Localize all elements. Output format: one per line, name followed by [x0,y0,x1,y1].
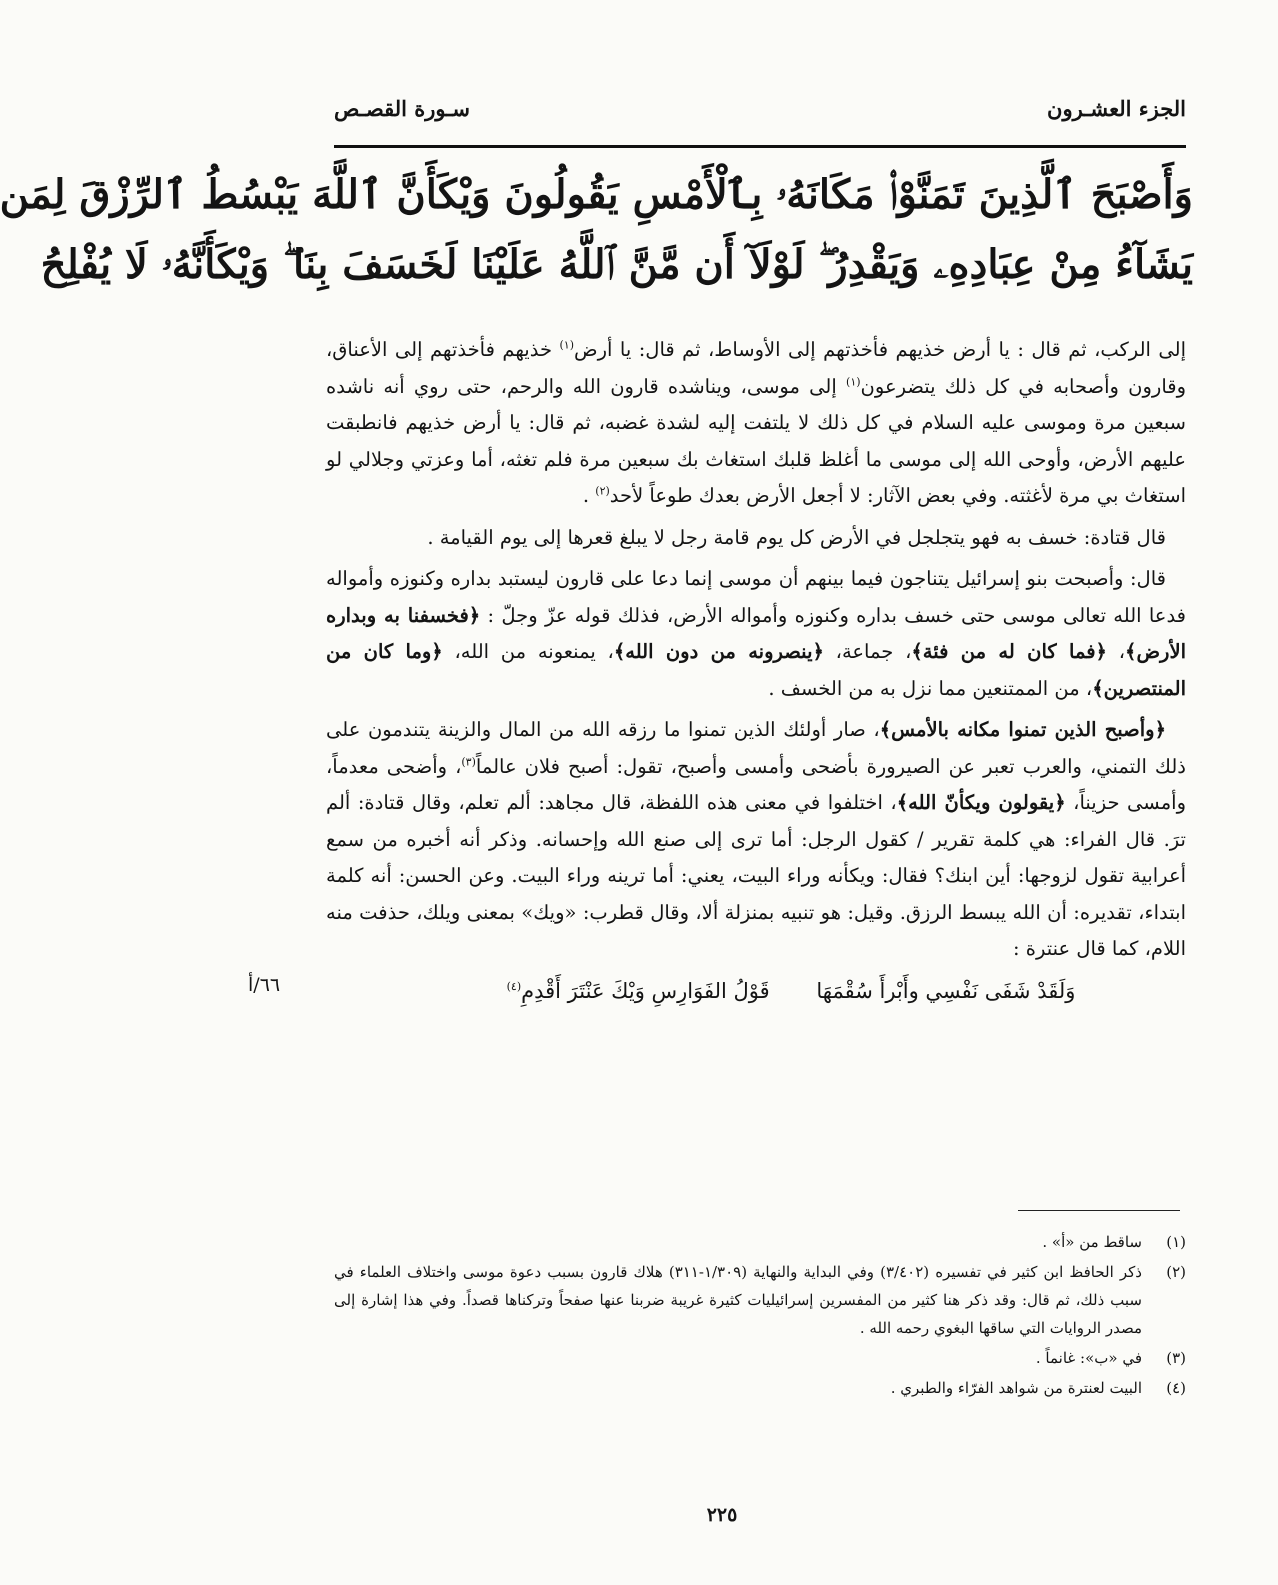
text-run: خذيهم فأخذتهم إلى الأعناق، وقارون وأصحابه في كل ذلك يتضرعون [326,338,1187,398]
part-header: الجزء العشـرون [1047,96,1186,121]
text-run: قال: وأصبحت بنو إسرائيل يتناجون فيما بينهم أن موسى إنما دعا على قارون ليستبد بداره وكنوزه وأمواله فدعا الله تعالى موسى حتى خسف بداره وكنوزه وأمواله الأرض، فذلك قوله عزّ وجلّ : [326,567,1186,627]
quran-line-2: يَشَآءُ مِنْ عِبَادِهِۦ وَيَقْدِرُ ۖ لَوْلَآ أَن مَّنَّ ٱللَّهُ عَلَيْنَا لَخَسَفَ بِنَا ۖ وَيْكَأَنَّهُۥ لَا يُفْلِحُ [40,241,1193,288]
footnote-number: (٣) [1166,1349,1186,1367]
footnote-text: ذكر الحافظ ابن كثير في تفسيره (٣/٤٠٢) وفي البداية والنهاية (١/٣٠٩-٣١١) هلاك قارون بسبب دعوة موسى واختلاف العلماء في سبب ذلك، ثم قال: وقد ذكر هنا كثير من المفسرين إسرائيليات كثيرة غريبة ضربنا عنها صفحاً وتركناها قصداً. وفي هذا إشارة إلى مصدر الروايات التي ساقها البغوي رحمه الله . [334,1263,1142,1337]
header-rule [334,145,1186,148]
text-run: ، صار أولئك الذين تمنوا ما رزقه الله من المال والزينة يتندمون على ذلك التمني، والعرب تعبر عن الصيرورة بأضحى وأمسى وأصبح، تقول: أصبح فلان عالماً [326,718,1186,778]
footnote-ref: (٤) [506,979,522,993]
footnote-ref: (٣) [461,755,476,768]
surah-header: سـورة القصـص [334,96,470,121]
text-run: ، جماعة، [835,640,912,663]
quran-line-1: وَأَصْبَحَ ٱلَّذِينَ تَمَنَّوْا۟ مَكَانَهُۥ بِٱلْأَمْسِ يَقُولُونَ وَيْكَأَنَّ ٱللَّهَ يَبْسُطُ ٱلرِّزْقَ لِمَن [0,171,1193,218]
footnote-number: (١) [1166,1233,1186,1251]
footnote-text: البيت لعنترة من شواهد الفرّاء والطبري . [890,1379,1142,1397]
footnote-ref: (٢) [595,484,610,498]
poetry-verse [326,973,1186,1010]
text-run: ، اختلفوا في معنى هذه اللفظة، قال مجاهد: ألم تعلم، وقال قتادة: ألم ترَ. قال الفراء: هي كلمة تقرير / كقول الرجل: أما ترى إلى صنع الله وإحسانه. وذكر أنه أخبره من سمع أعرابية تقول لزوجها: أين ابنك؟ فقال: ويكأنه وراء البيت، يعني: أما ترينه وراء البيت. وعن الحسن: أنه كلمة ابتداء، تقديره: أن الله يبسط الرزق. وقيل: هو تنبيه بمنزلة ألا، وقال قطرب: «ويك» بمعنى ويلك، حذفت منه اللام، كما قال عنترة : [326,791,1186,960]
hemistich-1: وَلَقَدْ شَفَى نَفْسِي وأَبْرأَ سُقْمَهَا [816,978,1076,1003]
paragraph-2: قال قتادة: خسف به فهو يتجلجل في الأرض كل يوم قامة رجل لا يبلغ قعرها إلى يوم القيامة . [427,525,1166,549]
quoted-verse: ﴿وما كان من المنتصرين﴾ [326,640,1186,700]
paragraph-3 [326,561,1186,707]
text-run: إلى الركب، ثم قال : يا أرض خذيهم فأخذتهم إلى الأوساط، ثم قال: يا أرض [574,338,1186,361]
footnote [334,1228,1186,1256]
commentary-body [326,332,1186,1009]
text-run: إلى موسى، ويناشده قارون الله والرحم، حتى روي أنه ناشده سبعين مرة وموسى عليه السلام في كل ذلك لا يلتفت إليه لشدة غضبه، ثم قال: يا أرض خذيهم فانطبقت عليهم الأرض، وأوحى الله إلى موسى ما أغلظ قلبك استغاث بك سبعين مرة فلم تغثه، أما وعزتي وجلالي لو استغاث بي مرة لأغثته. وفي بعض الآثار: لا أجعل الأرض بعدك طوعاً لأحد [326,374,1186,507]
footnote-ref: (١) [559,338,575,352]
quoted-verse: ﴿فخسفنا به وبداره الأرض﴾ [326,603,1186,663]
footnote-number: (٤) [1166,1379,1186,1397]
quoted-verse: ﴿ينصرونه من دون الله﴾ [613,640,824,663]
text-run: . [582,484,590,507]
footnote-number: (٢) [1166,1263,1186,1281]
text-run: ، [1118,640,1126,663]
paragraph-4 [326,712,1186,968]
footnote-rule [1018,1210,1180,1211]
quoted-verse: ﴿وأصبح الذين تمنوا مكانه بالأمس﴾ [879,718,1166,741]
footnote-text: ساقط من «أ» . [1042,1233,1142,1251]
footnote-text: في «ب»: غانماً . [1035,1349,1142,1367]
paragraph-1 [326,332,1186,515]
quoted-verse: ﴿يقولون ويكأنّ الله﴾ [896,791,1066,814]
footnotes [334,1228,1186,1404]
footnote [334,1258,1186,1342]
page-number: ٢٢٥ [706,1504,738,1526]
text-run: ، وأضحى معدماً، وأمسى حزيناً، [326,754,1186,814]
footnote [334,1374,1186,1402]
footnote [334,1344,1186,1372]
text-run: ، من الممتنعين مما نزل به من الخسف . [768,676,1093,700]
text-run: ، يمنعونه من الله، [454,640,614,663]
hemistich-2: قَوْلُ الفَوَارِسِ وَيْكَ عَنْتَرَ أَقْدِمِ [521,978,770,1003]
quran-verse-block [0,160,1193,300]
manuscript-folio-note: ٦٦/أ [248,974,281,996]
quoted-verse: ﴿فما كان له من فئة﴾ [911,640,1107,663]
footnote-ref: (١) [846,375,861,388]
